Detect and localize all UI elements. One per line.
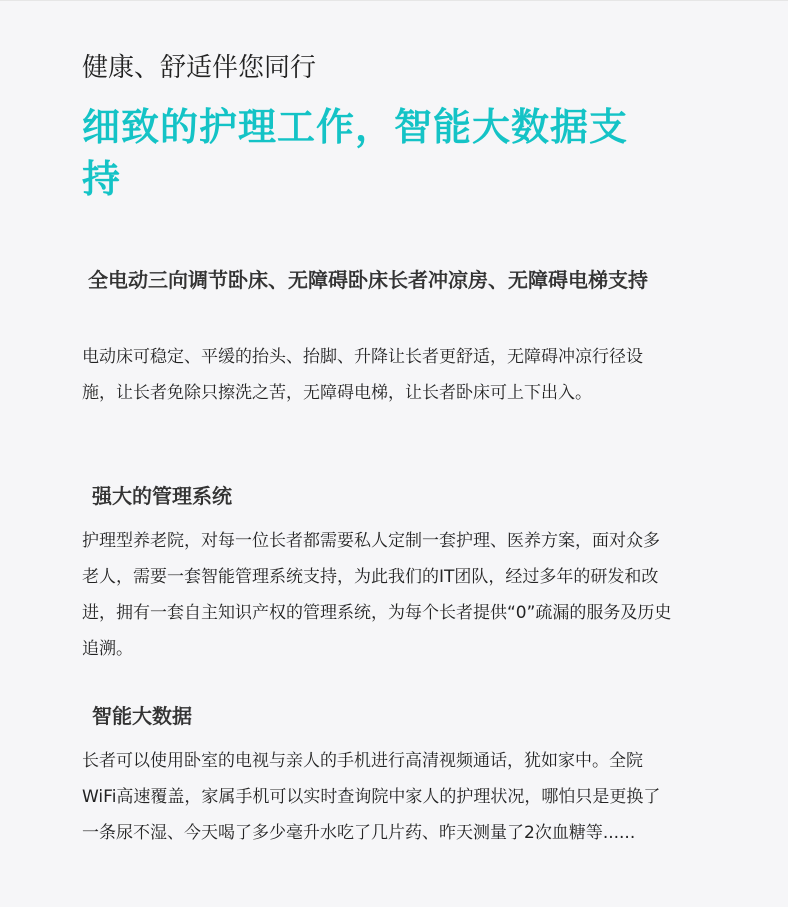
section-body-equipment: 电动床可稳定、平缓的抬头、抬脚、升降让长者更舒适，无障碍冲凉行径设施，让长者免除只擦洗之苦，无障碍电梯，让长者卧床可上下出入。 — [82, 347, 643, 403]
section-title-equipment: 全电动三向调节卧床、无障碍卧床长者冲凉房、无障碍电梯支持 — [88, 268, 648, 292]
page-title: 细致的护理工作，智能大数据支持 — [82, 105, 629, 201]
section-title-management: 强大的管理系统 — [92, 484, 232, 508]
section-title-big-data: 智能大数据 — [92, 704, 192, 728]
section-body-big-data: 长者可以使用卧室的电视与亲人的手机进行高清视频通话，犹如家中。全院WiFi高速覆盖，家属手机可以实时查询院中家人的护理状况，哪怕只是更换了一条尿不湿、今天喝了多少毫升水吃了几片药、昨天测量了2次血糖等...... — [82, 751, 661, 843]
section-body-management: 护理型养老院，对每一位长者都需要私人定制一套护理、医养方案，面对众多老人，需要一套智能管理系统支持，为此我们的IT团队，经过多年的研发和改进，拥有一套自主知识产权的管理系统，为每个长者提供“0”疏漏的服务及历史追溯。 — [82, 531, 672, 659]
page-subtitle: 健康、舒适伴您同行 — [82, 53, 317, 83]
